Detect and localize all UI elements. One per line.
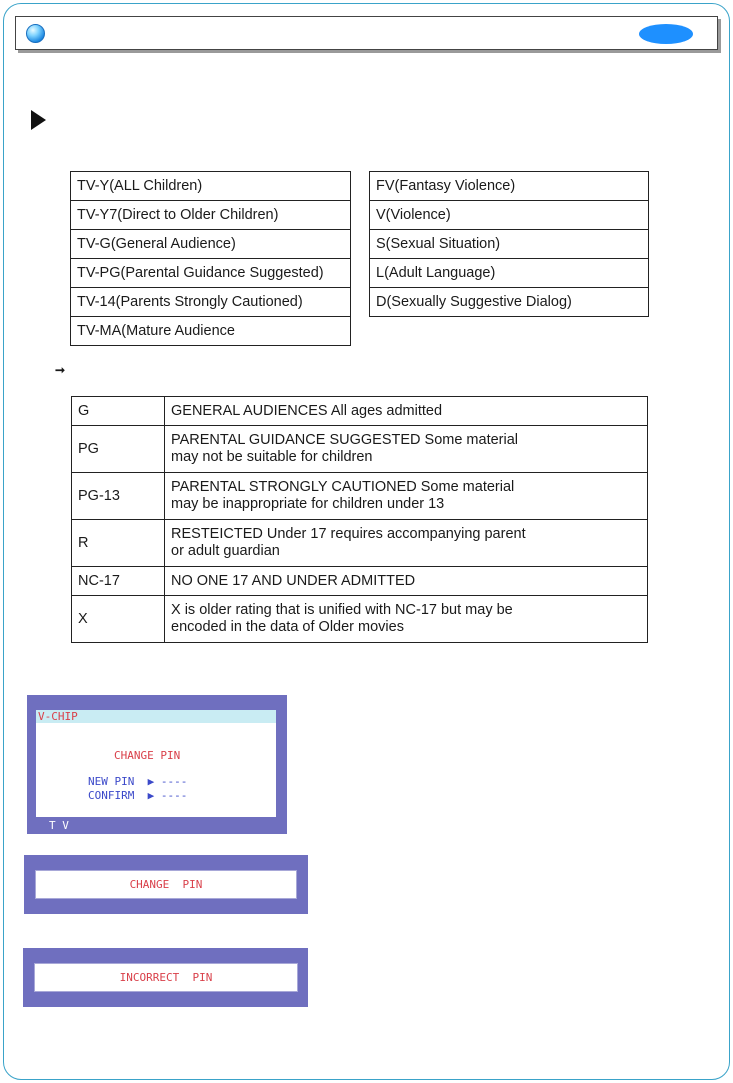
osd-heading: CHANGE PIN xyxy=(114,749,181,762)
tv-content-ratings-table xyxy=(369,171,649,317)
osd-panel xyxy=(36,710,276,817)
table-row xyxy=(71,201,351,230)
table-row xyxy=(370,259,649,288)
rating-description xyxy=(165,596,648,643)
rating-code: PG xyxy=(72,426,165,473)
osd-title: V-CHIP xyxy=(36,710,276,723)
table-row xyxy=(71,317,351,346)
table-row xyxy=(72,473,648,520)
blue-orb-icon xyxy=(26,24,45,43)
table-cell: TV-G(General Audience) xyxy=(71,230,351,259)
table-cell: TV-Y(ALL Children) xyxy=(71,172,351,201)
table-row xyxy=(72,567,648,596)
description-line: encoded in the data of Older movies xyxy=(171,619,404,635)
rating-description xyxy=(165,567,648,596)
vchip-change-pin-screen xyxy=(27,695,287,834)
table-cell: TV-MA(Mature Audience xyxy=(71,317,351,346)
incorrect-pin-message-screen xyxy=(23,948,308,1007)
osd-message: INCORRECT PIN xyxy=(119,971,213,984)
table-cell: D(Sexually Suggestive Dialog) xyxy=(370,288,649,317)
table-row xyxy=(370,172,649,201)
description-line: may be inappropriate for children under 13 xyxy=(171,496,445,512)
table-cell: TV-14(Parents Strongly Cautioned) xyxy=(71,288,351,317)
rating-code: X xyxy=(72,596,165,643)
table-cell: V(Violence) xyxy=(370,201,649,230)
description-line: or adult guardian xyxy=(171,543,280,559)
table-cell: TV-PG(Parental Guidance Suggested) xyxy=(71,259,351,288)
table-row xyxy=(370,230,649,259)
description-line: PARENTAL STRONGLY CAUTIONED Some material xyxy=(171,479,515,495)
table-row xyxy=(72,520,648,567)
table-row xyxy=(71,230,351,259)
change-pin-message-screen xyxy=(24,855,308,914)
table-row xyxy=(370,288,649,317)
arrow-right-icon: ➞ xyxy=(55,363,66,377)
table-cell: FV(Fantasy Violence) xyxy=(370,172,649,201)
table-cell: S(Sexual Situation) xyxy=(370,230,649,259)
rating-code: G xyxy=(72,397,165,426)
rating-code: R xyxy=(72,520,165,567)
page-number-badge xyxy=(639,24,693,44)
table-cell: TV-Y7(Direct to Older Children) xyxy=(71,201,351,230)
description-line: PARENTAL GUIDANCE SUGGESTED Some material xyxy=(171,432,519,448)
rating-code: NC-17 xyxy=(72,567,165,596)
table-row xyxy=(71,172,351,201)
table-row xyxy=(71,259,351,288)
table-row xyxy=(72,426,648,473)
table-row xyxy=(72,596,648,643)
rating-code: PG-13 xyxy=(72,473,165,520)
description-line: may not be suitable for children xyxy=(171,449,373,465)
confirm-pin-field: CONFIRM ▶ ---- xyxy=(88,789,188,802)
header-bar xyxy=(15,16,718,50)
rating-description xyxy=(165,473,648,520)
osd-panel xyxy=(34,963,298,992)
description-line: X is older rating that is unified with NC-17 but may be xyxy=(171,602,513,618)
mpaa-ratings-table xyxy=(71,396,648,643)
table-row xyxy=(72,397,648,426)
new-pin-field: NEW PIN ▶ ---- xyxy=(88,775,188,788)
tv-age-ratings-table xyxy=(70,171,351,346)
rating-description xyxy=(165,426,648,473)
table-row xyxy=(71,288,351,317)
osd-message: CHANGE PIN xyxy=(129,878,203,891)
rating-description xyxy=(165,520,648,567)
description-line: NO ONE 17 AND UNDER ADMITTED xyxy=(171,572,416,589)
table-row xyxy=(370,201,649,230)
osd-panel xyxy=(35,870,297,899)
table-cell: L(Adult Language) xyxy=(370,259,649,288)
triangle-right-icon xyxy=(31,110,46,130)
tv-mode-label: T V xyxy=(49,819,69,832)
description-line: GENERAL AUDIENCES All ages admitted xyxy=(171,402,443,419)
description-line: RESTEICTED Under 17 requires accompanying parent xyxy=(171,526,526,542)
rating-description xyxy=(165,397,648,426)
